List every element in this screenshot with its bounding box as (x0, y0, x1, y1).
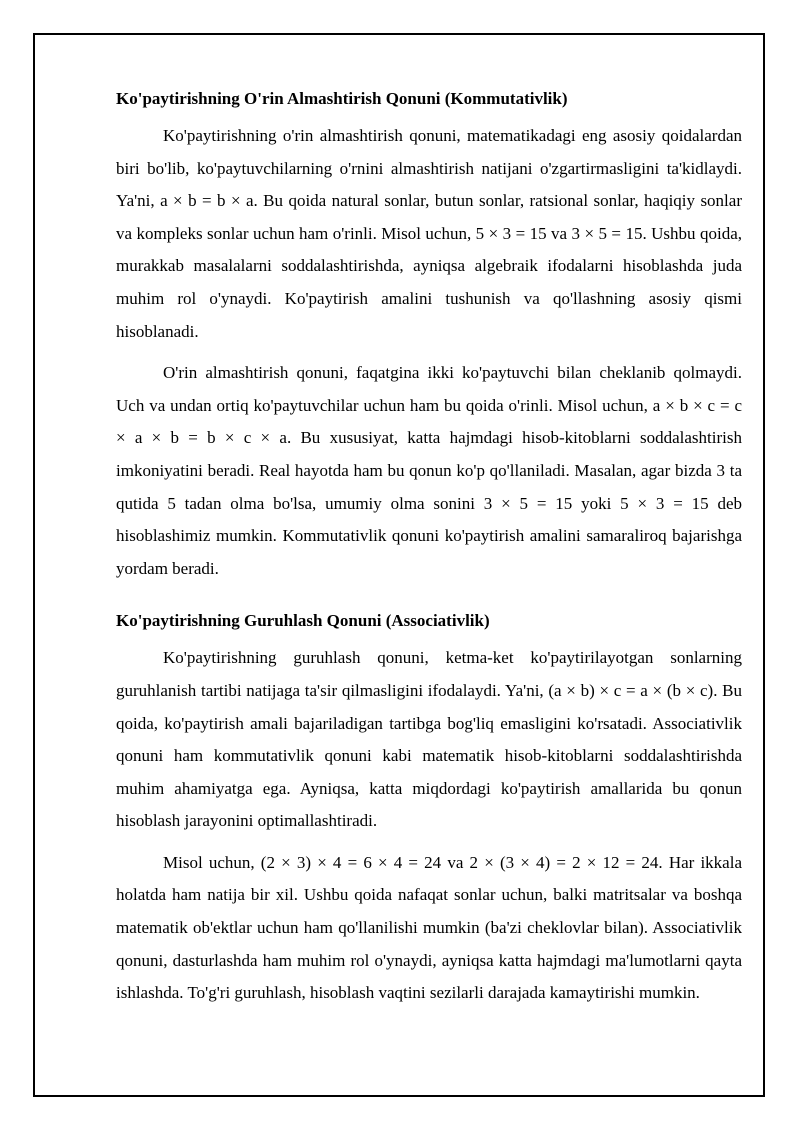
section-heading-commutative: Ko'paytirishning O'rin Almashtirish Qonuni (Kommutativlik) (116, 89, 568, 108)
section-heading-associative: Ko'paytirishning Guruhlash Qonuni (Associativlik) (116, 611, 490, 631)
document-body (116, 85, 742, 1019)
paragraph: Misol uchun, (2 × 3) × 4 = 6 × 4 = 24 va 2 × (3 × 4) = 2 × 12 = 24. Har ikkala holatda ham natija bir xil. Ushbu qoida nafaqat sonlar uchun, balki matritsalar va boshqa matematik ob'ektlar uchun ham qo'llanilishi mumkin (ba'zi cheklovlar bilan). Associativlik qonuni, dasturlashda ham muhim rol o'ynaydi, ayniqsa katta hajmdagi ma'lumotlarni qayta ishlashda. To'g'ri guruhlash, hisoblash vaqtini sezilarli darajada kamaytirishi mumkin. (116, 852, 742, 1003)
paragraph: Ko'paytirishning o'rin almashtirish qonuni, matematikadagi eng asosiy qoidalardan biri bo'lib, ko'paytuvchilarning o'rnini almashtirish natijani o'zgartirmasligini ta'kidlaydi. Ya'ni, a × b = b × a. Bu qoida natural sonlar, butun sonlar, ratsional sonlar, haqiqiy sonlar va kompleks sonlar uchun ham o'rinli. Misol uchun, 5 × 3 = 15 va 3 × 5 = 15. Ushbu qoida, murakkab masalalarni soddalashtirishda, ayniqsa algebraik ifodalarni hisoblashda juda muhim rol o'ynaydi. Ko'paytirish amalini tushunish va qo'llashning asosiy qismi hisoblanadi. (116, 126, 742, 341)
paragraph: Ko'paytirishning guruhlash qonuni, ketma-ket ko'paytirilayotgan sonlarning guruhlanish tartibi natijaga ta'sir qilmasligini ifodalaydi. Ya'ni, (a × b) × c = a × (b × c). Bu qoida, ko'paytirish amali bajariladigan tartibga bog'liq emasligini ko'rsatadi. Associativlik qonuni ham kommutativlik qonuni kabi matematik hisob-kitoblarni soddalashtirishda muhim ahamiyatga ega. Ayniqsa, katta miqdordagi ko'paytirish amallarida bu qonun hisoblash jarayonini optimallashtiradi. (116, 648, 742, 831)
paragraph: O'rin almashtirish qonuni, faqatgina ikki ko'paytuvchi bilan cheklanib qolmaydi. Uch va undan ortiq ko'paytuvchilar uchun ham bu qoida o'rinli. Misol uchun, a × b × c = c × a × b = b × c × a. Bu xususiyat, katta hajmdagi hisob-kitoblarni soddalashtirish imkoniyatini beradi. Real hayotda ham bu qonun ko'p qo'llaniladi. Masalan, agar bizda 3 ta qutida 5 tadan olma bo'lsa, umumiy olma sonini 3 × 5 = 15 yoki 5 × 3 = 15 deb hisoblashimiz mumkin. Kommutativlik qonuni ko'paytirish amalini samaraliroq bajarishga yordam beradi. (116, 363, 742, 578)
